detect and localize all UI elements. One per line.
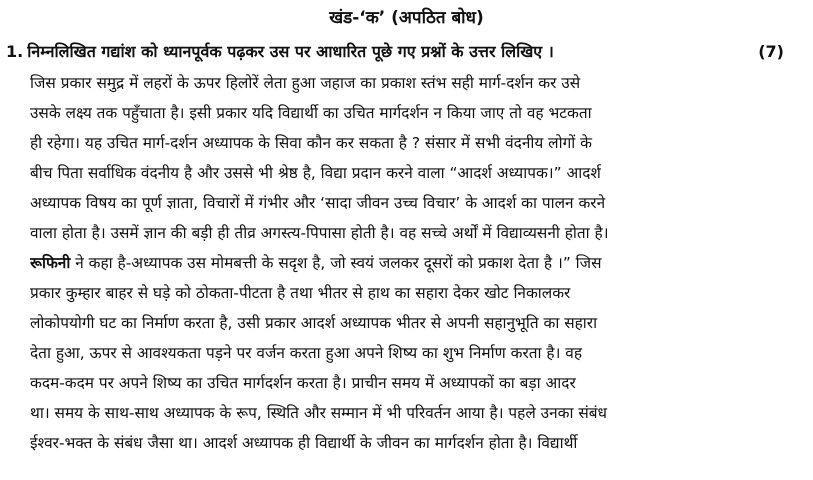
question-number: 1. (6, 42, 24, 61)
passage-line: देता हुआ, ऊपर से आवश्यकता पड़ने पर वर्जन करता हुआ अपने शिष्य का शुभ निर्माण करता है। वह (30, 344, 583, 362)
quoted-author-name: रूफिनी (30, 254, 71, 272)
passage-line: था। समय के साथ-साथ अध्यापक के रूप, स्थिति और सम्मान में भी परिवर्तन आया है। पहले उनका संबंध (30, 404, 607, 422)
passage-line: उसके लक्ष्य तक पहुँचाता है। इसी प्रकार यदि विद्यार्थी का उचित मार्गदर्शन न किया जाए तो वह भटकता (30, 104, 592, 122)
question-heading (6, 40, 806, 64)
passage-line (30, 248, 808, 278)
passage (30, 68, 808, 458)
question-marks: (7) (758, 42, 784, 61)
question-text: निम्नलिखित गद्यांश को ध्यानपूर्वक पढ़कर उस पर आधारित पूछे गए प्रश्नों के उत्तर लिखिए । (27, 42, 554, 61)
passage-line: जिस प्रकार समुद्र में लहरों के ऊपर हिलोरें लेता हुआ जहाज का प्रकाश स्तंभ सही मार्ग-दर्शन कर उसे (30, 74, 581, 92)
passage-line: लोकोपयोगी घट का निर्माण करता है, उसी प्रकार आदर्श अध्यापक भीतर से अपनी सहानुभूति का सहारा (30, 314, 598, 332)
passage-line: ईश्वर-भक्त के संबंध जैसा था। आदर्श अध्यापक ही विद्यार्थी के जीवन का मार्गदर्शन होता है। विद्यार्थी (30, 434, 578, 452)
passage-line: बीच पिता सर्वाधिक वंदनीय है और उससे भी श्रेष्ठ है, विद्या प्रदान करने वाला “आदर्श अध्यापक।” आदर्श (30, 164, 601, 182)
passage-line-text: ने कहा है-अध्यापक उस मोमबत्ती के सदृश है, जो स्वयं जलकर दूसरों को प्रकाश देता है ।” जिस (70, 254, 602, 272)
passage-line: वाला होता है। उसमें ज्ञान की बड़ी ही तीव्र अगस्त्य-पिपासा होती है। वह सच्चे अर्थों में विद्याव्यसनी होता है। (30, 224, 609, 242)
passage-line: कदम-कदम पर अपने शिष्य का उचित मार्गदर्शन करता है। प्राचीन समय में अध्यापकों का बड़ा आदर (30, 374, 576, 392)
section-title: खंड-‘क’ (अपठित बोध) (329, 8, 484, 28)
passage-line: प्रकार कुम्हार बाहर से घड़े को ठोकता-पीटता है तथा भीतर से हाथ का सहारा देकर खोट निकालकर (30, 284, 571, 302)
passage-line: अध्यापक विषय का पूर्ण ज्ञाता, विचारों में गंभीर और ‘सादा जीवन उच्च विचार’ के आदर्श का पालन करने (30, 194, 606, 212)
passage-line: ही रहेगा। यह उचित मार्ग-दर्शन अध्यापक के सिवा कौन कर सकता है ? संसार में सभी वंदनीय लोगों के (30, 134, 592, 152)
